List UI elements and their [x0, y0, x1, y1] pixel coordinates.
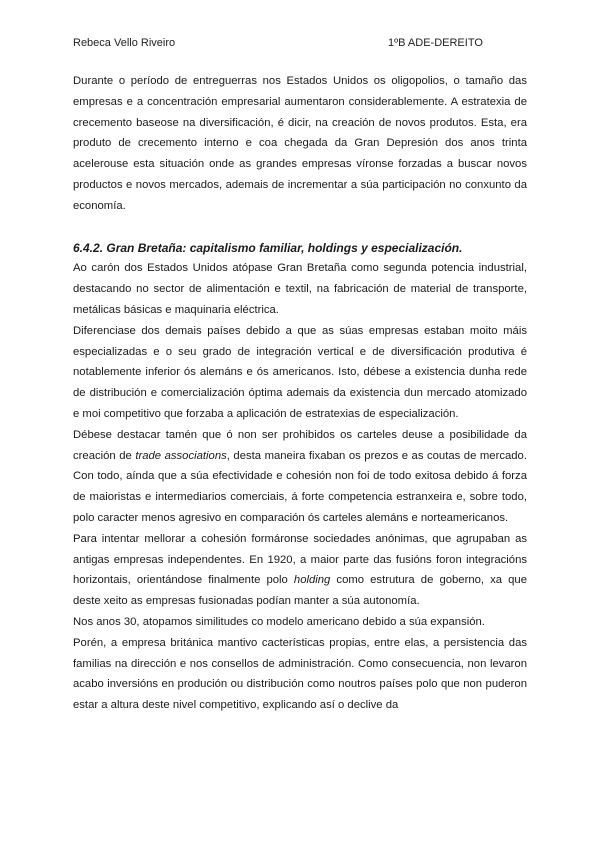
paragraph-gran-bretana: Ao carón dos Estados Unidos atópase Gran Bretaña como segunda potencia industrial, destacando no sector de alimentación e textil, na fabricación de material de transporte, metálicas básicas e maquinaria eléctrica.: [73, 262, 527, 316]
header-course: 1ºB ADE-DEREITO: [388, 37, 483, 49]
term-holding: holding: [293, 574, 331, 587]
paragraph-sociedades-a: Para intentar mellorar a cohesión formáronse sociedades anónimas, que agrupaban as antigas empresas independentes. En 1920, a maior parte das fusións foron integracións horizontais, orientándose finalmente polo: [73, 532, 527, 587]
paragraph-especializacion: Diferenciase dos demais países debido a que as súas empresas estaban moito máis especializadas e o seu grado de integración vertical e de diversificación produtiva é notablemente inferior ós alemáns e ós americanos. Isto, débese a existencia dunha rede de distribución e comercialización óptima ademais da existencia dun mercado atomizado e moi competitivo que forzaba a aplicación de estratexias de especialización.: [73, 324, 527, 420]
paragraph-anos-30: Nos anos 30, atopamos similitudes co modelo americano debido a súa expansión.: [73, 615, 485, 628]
paragraph-empresa-britanica: Porén, a empresa británica mantivo cacterísticas propias, entre elas, a persistencia das familias na dirección e nos consellos de administración. Como consecuencia, non levaron acabo inversións en produción ou distribución como noutros países polo que non puderon estar a altura deste nivel competitivo, explicando así o declive da: [73, 636, 527, 712]
paragraph-carteles-b: , desta maneira fixaban os prezos e as coutas de mercado. Con todo, aínda que a súa efectividade e cohesión non foi de todo exitosa debido á forza de maioristas e intermediarios comerciais, á forte competencia estranxeira e, sobre todo, polo caracter menos agresivo en comparación ós carteles alemáns e norteamericanos.: [73, 449, 527, 524]
term-trade-associations: trade associations: [135, 449, 227, 462]
paragraph-sociedades-b: como estrutura de goberno, xa que deste xeito as empresas fusionadas podían manter a súa autonomía.: [73, 574, 527, 608]
paragraph-carteles-a: Débese destacar tamén que ó non ser prohibidos os carteles deuse a posibilidade da creación de: [73, 428, 527, 462]
paragraph-carteles: [73, 425, 527, 529]
paragraph-intro: Durante o período de entreguerras nos Estados Unidos os oligopolios, o tamaño das empresas e a concentración empresarial aumentaron considerablemente. A estratexia de crecemento baseose na diversificación, é dicir, na creación de novos produtos. Esta, era produto de crecemento interno e coa chegada da Gran Depresión dos anos trinta acelerouse esta situación onde as grandes empresas víronse forzadas a buscar novos productos e novos mercados, ademais de incrementar a súa participación no conxunto da economía.: [73, 75, 527, 212]
paragraph-sociedades: [73, 529, 527, 612]
section-title: 6.4.2. Gran Bretaña: capitalismo familiar, holdings y especialización.: [73, 240, 463, 255]
document-body: [73, 71, 527, 716]
header-author: Rebeca Vello Riveiro: [73, 37, 176, 49]
